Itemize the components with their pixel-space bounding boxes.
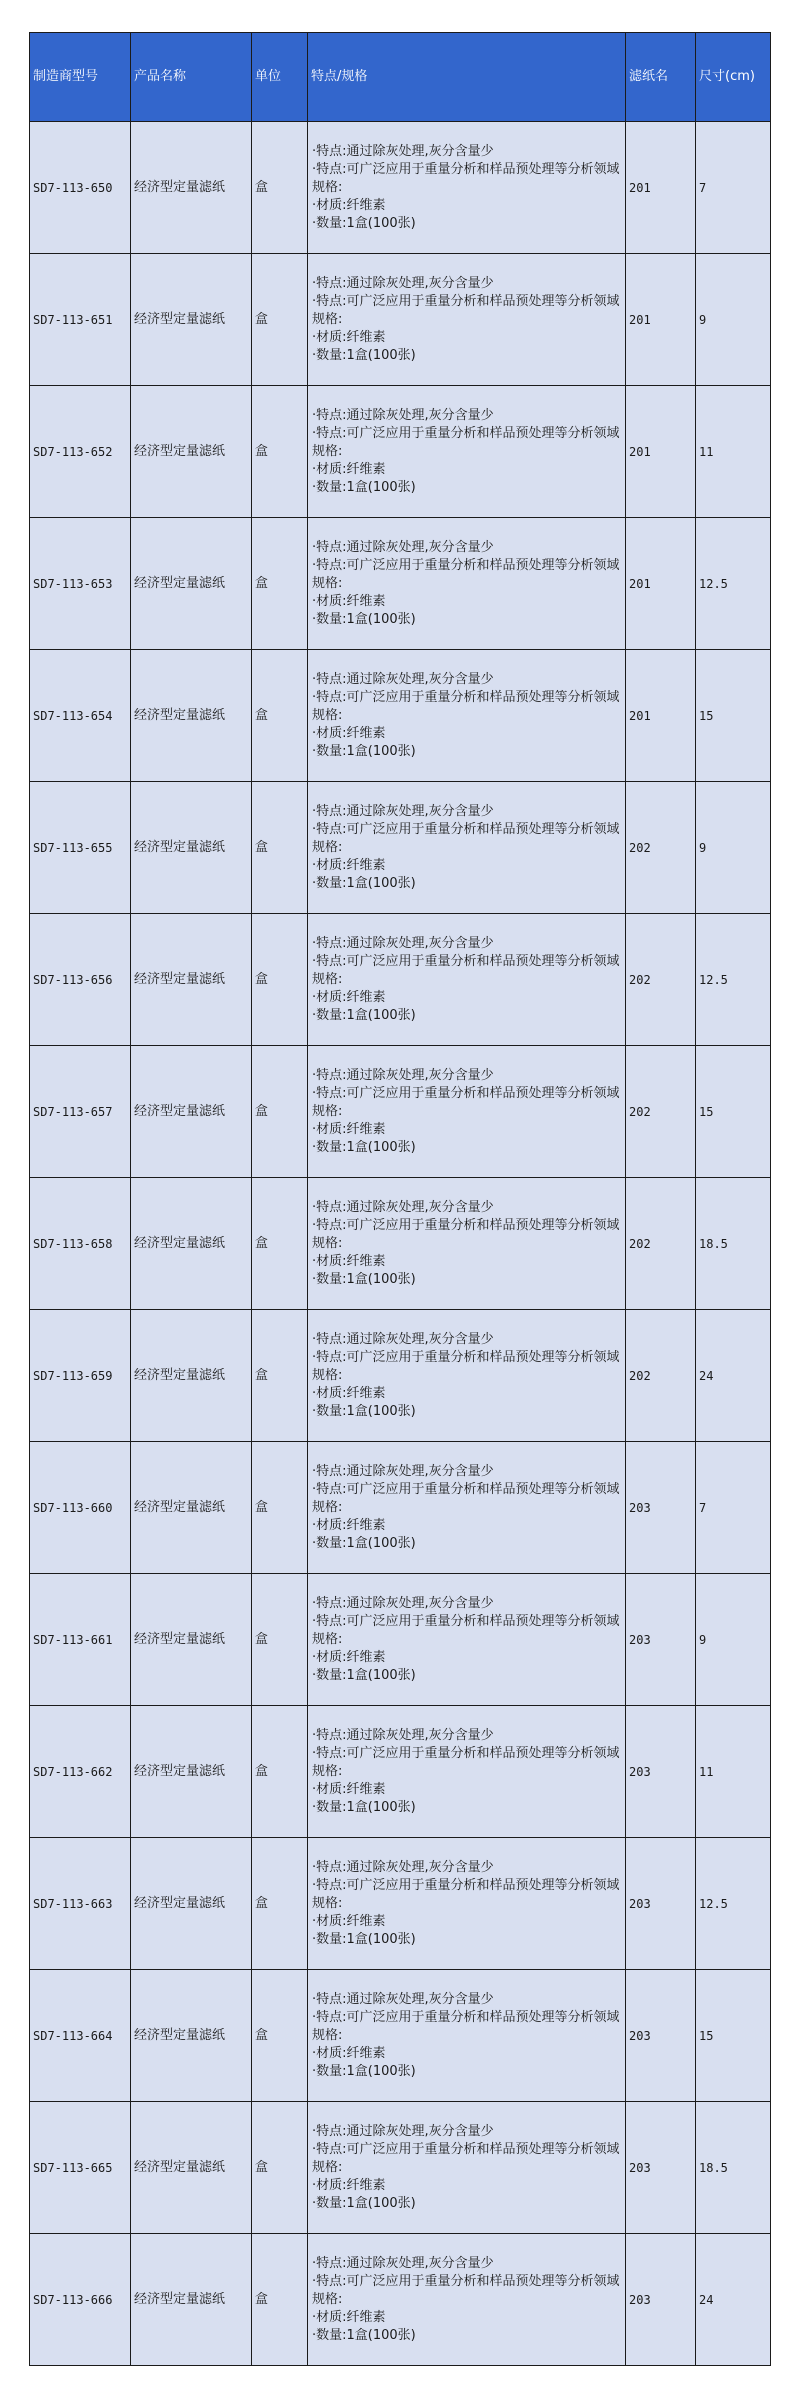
- cell-size: 11: [696, 386, 771, 518]
- table-row: [30, 1046, 771, 1178]
- cell-size: 12.5: [696, 914, 771, 1046]
- cell-unit: 盒: [252, 2234, 308, 2366]
- spec-line: ·特点:可广泛应用于重量分析和样品预处理等分析领域: [312, 425, 620, 441]
- table-row: [30, 386, 771, 518]
- header-unit: 单位: [252, 33, 308, 122]
- spec-line: ·材质:纤维素: [312, 1253, 386, 1269]
- cell-unit: 盒: [252, 650, 308, 782]
- header-row: [30, 33, 771, 122]
- cell-unit: 盒: [252, 914, 308, 1046]
- table-row: [30, 1178, 771, 1310]
- cell-product-name: 经济型定量滤纸: [131, 914, 252, 1046]
- spec-line: 规格:: [312, 443, 343, 459]
- cell-product-name: 经济型定量滤纸: [131, 518, 252, 650]
- cell-spec: [308, 1442, 626, 1574]
- cell-filter-paper: 203: [626, 1574, 696, 1706]
- cell-model: SD7-113-659: [30, 1310, 131, 1442]
- spec-line: ·数量:1盒(100张): [312, 1931, 416, 1947]
- cell-model: SD7-113-651: [30, 254, 131, 386]
- spec-line: ·特点:可广泛应用于重量分析和样品预处理等分析领域: [312, 2009, 620, 2025]
- cell-filter-paper: 203: [626, 2102, 696, 2234]
- cell-product-name: 经济型定量滤纸: [131, 1442, 252, 1574]
- cell-product-name: 经济型定量滤纸: [131, 1178, 252, 1310]
- cell-model: SD7-113-657: [30, 1046, 131, 1178]
- spec-line: ·数量:1盒(100张): [312, 347, 416, 363]
- cell-filter-paper: 201: [626, 386, 696, 518]
- table-row: [30, 2102, 771, 2234]
- table-row: [30, 650, 771, 782]
- spec-line: ·材质:纤维素: [312, 197, 386, 213]
- cell-unit: 盒: [252, 1310, 308, 1442]
- cell-size: 7: [696, 122, 771, 254]
- cell-unit: 盒: [252, 1838, 308, 1970]
- product-table: [29, 32, 771, 2366]
- cell-size: 18.5: [696, 2102, 771, 2234]
- spec-line: ·材质:纤维素: [312, 2309, 386, 2325]
- header-size: 尺寸(cm): [696, 33, 771, 122]
- spec-line: ·材质:纤维素: [312, 461, 386, 477]
- cell-filter-paper: 202: [626, 1046, 696, 1178]
- spec-line: 规格:: [312, 311, 343, 327]
- spec-line: ·材质:纤维素: [312, 1649, 386, 1665]
- spec-line: ·特点:可广泛应用于重量分析和样品预处理等分析领域: [312, 1877, 620, 1893]
- spec-line: ·特点:通过除灰处理,灰分含量少: [312, 1067, 494, 1083]
- spec-line: ·数量:1盒(100张): [312, 875, 416, 891]
- spec-line: ·材质:纤维素: [312, 593, 386, 609]
- spec-line: 规格:: [312, 1367, 343, 1383]
- cell-model: SD7-113-656: [30, 914, 131, 1046]
- spec-line: ·特点:通过除灰处理,灰分含量少: [312, 539, 494, 555]
- spec-line: ·数量:1盒(100张): [312, 1007, 416, 1023]
- cell-filter-paper: 203: [626, 1706, 696, 1838]
- cell-filter-paper: 203: [626, 2234, 696, 2366]
- spec-line: 规格:: [312, 1895, 343, 1911]
- spec-line: ·特点:通过除灰处理,灰分含量少: [312, 803, 494, 819]
- spec-line: ·数量:1盒(100张): [312, 215, 416, 231]
- cell-product-name: 经济型定量滤纸: [131, 1706, 252, 1838]
- spec-line: ·数量:1盒(100张): [312, 2195, 416, 2211]
- spec-line: 规格:: [312, 971, 343, 987]
- spec-line: ·数量:1盒(100张): [312, 479, 416, 495]
- cell-spec: [308, 2234, 626, 2366]
- table-row: [30, 518, 771, 650]
- spec-line: ·材质:纤维素: [312, 1121, 386, 1137]
- spec-line: ·特点:可广泛应用于重量分析和样品预处理等分析领域: [312, 557, 620, 573]
- cell-model: SD7-113-666: [30, 2234, 131, 2366]
- cell-unit: 盒: [252, 2102, 308, 2234]
- header-paper: 滤纸名: [626, 33, 696, 122]
- spec-line: ·特点:通过除灰处理,灰分含量少: [312, 275, 494, 291]
- cell-product-name: 经济型定量滤纸: [131, 782, 252, 914]
- cell-size: 24: [696, 2234, 771, 2366]
- cell-size: 9: [696, 1574, 771, 1706]
- cell-filter-paper: 203: [626, 1838, 696, 1970]
- spec-line: 规格:: [312, 179, 343, 195]
- cell-size: 15: [696, 1046, 771, 1178]
- cell-unit: 盒: [252, 1706, 308, 1838]
- table-row: [30, 1706, 771, 1838]
- cell-unit: 盒: [252, 1970, 308, 2102]
- spec-line: 规格:: [312, 1103, 343, 1119]
- cell-product-name: 经济型定量滤纸: [131, 1574, 252, 1706]
- spec-line: ·材质:纤维素: [312, 1781, 386, 1797]
- spec-line: ·特点:通过除灰处理,灰分含量少: [312, 671, 494, 687]
- cell-model: SD7-113-662: [30, 1706, 131, 1838]
- cell-filter-paper: 202: [626, 914, 696, 1046]
- table-body: [30, 122, 771, 2366]
- cell-filter-paper: 201: [626, 650, 696, 782]
- spec-line: ·特点:通过除灰处理,灰分含量少: [312, 2255, 494, 2271]
- cell-product-name: 经济型定量滤纸: [131, 1046, 252, 1178]
- cell-unit: 盒: [252, 1574, 308, 1706]
- table-row: [30, 1574, 771, 1706]
- spec-line: ·材质:纤维素: [312, 1517, 386, 1533]
- cell-unit: 盒: [252, 782, 308, 914]
- spec-line: ·特点:通过除灰处理,灰分含量少: [312, 1463, 494, 1479]
- cell-spec: [308, 2102, 626, 2234]
- spec-line: ·材质:纤维素: [312, 989, 386, 1005]
- cell-unit: 盒: [252, 1178, 308, 1310]
- spec-line: 规格:: [312, 2159, 343, 2175]
- cell-filter-paper: 201: [626, 254, 696, 386]
- spec-line: 规格:: [312, 707, 343, 723]
- cell-model: SD7-113-664: [30, 1970, 131, 2102]
- cell-model: SD7-113-663: [30, 1838, 131, 1970]
- spec-line: ·特点:可广泛应用于重量分析和样品预处理等分析领域: [312, 2141, 620, 2157]
- spec-line: 规格:: [312, 1763, 343, 1779]
- table-row: [30, 122, 771, 254]
- cell-unit: 盒: [252, 1046, 308, 1178]
- table-row: [30, 1838, 771, 1970]
- spec-line: ·特点:可广泛应用于重量分析和样品预处理等分析领域: [312, 1613, 620, 1629]
- cell-size: 9: [696, 254, 771, 386]
- cell-spec: [308, 650, 626, 782]
- cell-spec: [308, 1838, 626, 1970]
- cell-size: 15: [696, 1970, 771, 2102]
- cell-spec: [308, 782, 626, 914]
- table-row: [30, 914, 771, 1046]
- spec-line: 规格:: [312, 2027, 343, 2043]
- spec-line: 规格:: [312, 1499, 343, 1515]
- cell-spec: [308, 254, 626, 386]
- cell-product-name: 经济型定量滤纸: [131, 650, 252, 782]
- header-model: 制造商型号: [30, 33, 131, 122]
- spec-line: ·特点:可广泛应用于重量分析和样品预处理等分析领域: [312, 2273, 620, 2289]
- cell-model: SD7-113-661: [30, 1574, 131, 1706]
- spec-line: ·特点:通过除灰处理,灰分含量少: [312, 1331, 494, 1347]
- cell-size: 24: [696, 1310, 771, 1442]
- cell-size: 11: [696, 1706, 771, 1838]
- cell-spec: [308, 122, 626, 254]
- cell-filter-paper: 201: [626, 122, 696, 254]
- cell-size: 9: [696, 782, 771, 914]
- spec-line: 规格:: [312, 1235, 343, 1251]
- spec-line: ·材质:纤维素: [312, 725, 386, 741]
- cell-unit: 盒: [252, 518, 308, 650]
- cell-product-name: 经济型定量滤纸: [131, 1310, 252, 1442]
- spec-line: ·材质:纤维素: [312, 329, 386, 345]
- cell-filter-paper: 202: [626, 782, 696, 914]
- cell-size: 12.5: [696, 518, 771, 650]
- cell-spec: [308, 1046, 626, 1178]
- cell-spec: [308, 914, 626, 1046]
- cell-size: 7: [696, 1442, 771, 1574]
- spec-line: ·数量:1盒(100张): [312, 1139, 416, 1155]
- cell-spec: [308, 1310, 626, 1442]
- spec-line: ·特点:通过除灰处理,灰分含量少: [312, 1991, 494, 2007]
- spec-line: ·特点:通过除灰处理,灰分含量少: [312, 1727, 494, 1743]
- spec-line: 规格:: [312, 839, 343, 855]
- cell-model: SD7-113-665: [30, 2102, 131, 2234]
- spec-line: ·特点:可广泛应用于重量分析和样品预处理等分析领域: [312, 953, 620, 969]
- spec-line: 规格:: [312, 1631, 343, 1647]
- cell-filter-paper: 203: [626, 1970, 696, 2102]
- spec-line: ·数量:1盒(100张): [312, 1667, 416, 1683]
- spec-line: ·特点:可广泛应用于重量分析和样品预处理等分析领域: [312, 1085, 620, 1101]
- header-name: 产品名称: [131, 33, 252, 122]
- cell-model: SD7-113-652: [30, 386, 131, 518]
- cell-filter-paper: 203: [626, 1442, 696, 1574]
- cell-model: SD7-113-650: [30, 122, 131, 254]
- cell-spec: [308, 1706, 626, 1838]
- spec-line: ·数量:1盒(100张): [312, 611, 416, 627]
- cell-product-name: 经济型定量滤纸: [131, 1838, 252, 1970]
- spec-line: 规格:: [312, 575, 343, 591]
- cell-model: SD7-113-658: [30, 1178, 131, 1310]
- cell-unit: 盒: [252, 254, 308, 386]
- spec-line: ·特点:通过除灰处理,灰分含量少: [312, 143, 494, 159]
- cell-unit: 盒: [252, 386, 308, 518]
- cell-spec: [308, 1970, 626, 2102]
- spec-line: ·数量:1盒(100张): [312, 1403, 416, 1419]
- cell-model: SD7-113-660: [30, 1442, 131, 1574]
- cell-spec: [308, 1178, 626, 1310]
- spec-line: ·数量:1盒(100张): [312, 2063, 416, 2079]
- spec-line: ·特点:可广泛应用于重量分析和样品预处理等分析领域: [312, 1481, 620, 1497]
- cell-product-name: 经济型定量滤纸: [131, 122, 252, 254]
- spec-line: ·特点:可广泛应用于重量分析和样品预处理等分析领域: [312, 1349, 620, 1365]
- cell-product-name: 经济型定量滤纸: [131, 386, 252, 518]
- table-row: [30, 2234, 771, 2366]
- cell-product-name: 经济型定量滤纸: [131, 254, 252, 386]
- spec-line: ·特点:通过除灰处理,灰分含量少: [312, 2123, 494, 2139]
- spec-line: ·材质:纤维素: [312, 857, 386, 873]
- spec-line: ·材质:纤维素: [312, 2177, 386, 2193]
- cell-model: SD7-113-653: [30, 518, 131, 650]
- spec-line: ·材质:纤维素: [312, 1385, 386, 1401]
- table-row: [30, 1310, 771, 1442]
- spec-line: ·数量:1盒(100张): [312, 1799, 416, 1815]
- cell-size: 18.5: [696, 1178, 771, 1310]
- spec-line: ·数量:1盒(100张): [312, 743, 416, 759]
- spec-line: ·特点:通过除灰处理,灰分含量少: [312, 1859, 494, 1875]
- cell-spec: [308, 386, 626, 518]
- spec-line: ·特点:可广泛应用于重量分析和样品预处理等分析领域: [312, 1217, 620, 1233]
- spec-line: ·数量:1盒(100张): [312, 1271, 416, 1287]
- spec-line: ·特点:通过除灰处理,灰分含量少: [312, 407, 494, 423]
- cell-size: 12.5: [696, 1838, 771, 1970]
- spec-line: ·特点:通过除灰处理,灰分含量少: [312, 1199, 494, 1215]
- table-row: [30, 1970, 771, 2102]
- cell-model: SD7-113-655: [30, 782, 131, 914]
- cell-product-name: 经济型定量滤纸: [131, 2234, 252, 2366]
- spec-line: ·特点:可广泛应用于重量分析和样品预处理等分析领域: [312, 1745, 620, 1761]
- header-spec: 特点/规格: [308, 33, 626, 122]
- table-row: [30, 782, 771, 914]
- spec-line: ·特点:可广泛应用于重量分析和样品预处理等分析领域: [312, 161, 620, 177]
- spec-line: ·特点:通过除灰处理,灰分含量少: [312, 935, 494, 951]
- cell-model: SD7-113-654: [30, 650, 131, 782]
- spec-line: ·材质:纤维素: [312, 1913, 386, 1929]
- spec-line: ·特点:可广泛应用于重量分析和样品预处理等分析领域: [312, 293, 620, 309]
- cell-spec: [308, 1574, 626, 1706]
- spec-line: ·特点:可广泛应用于重量分析和样品预处理等分析领域: [312, 821, 620, 837]
- table-row: [30, 1442, 771, 1574]
- table-row: [30, 254, 771, 386]
- cell-filter-paper: 202: [626, 1310, 696, 1442]
- cell-filter-paper: 202: [626, 1178, 696, 1310]
- product-table-container: [29, 32, 770, 2366]
- spec-line: ·特点:通过除灰处理,灰分含量少: [312, 1595, 494, 1611]
- spec-line: ·特点:可广泛应用于重量分析和样品预处理等分析领域: [312, 689, 620, 705]
- spec-line: 规格:: [312, 2291, 343, 2307]
- table-header: [30, 33, 771, 122]
- cell-product-name: 经济型定量滤纸: [131, 2102, 252, 2234]
- spec-line: ·材质:纤维素: [312, 2045, 386, 2061]
- cell-size: 15: [696, 650, 771, 782]
- spec-line: ·数量:1盒(100张): [312, 2327, 416, 2343]
- spec-line: ·数量:1盒(100张): [312, 1535, 416, 1551]
- cell-product-name: 经济型定量滤纸: [131, 1970, 252, 2102]
- cell-unit: 盒: [252, 1442, 308, 1574]
- cell-spec: [308, 518, 626, 650]
- cell-filter-paper: 201: [626, 518, 696, 650]
- cell-unit: 盒: [252, 122, 308, 254]
